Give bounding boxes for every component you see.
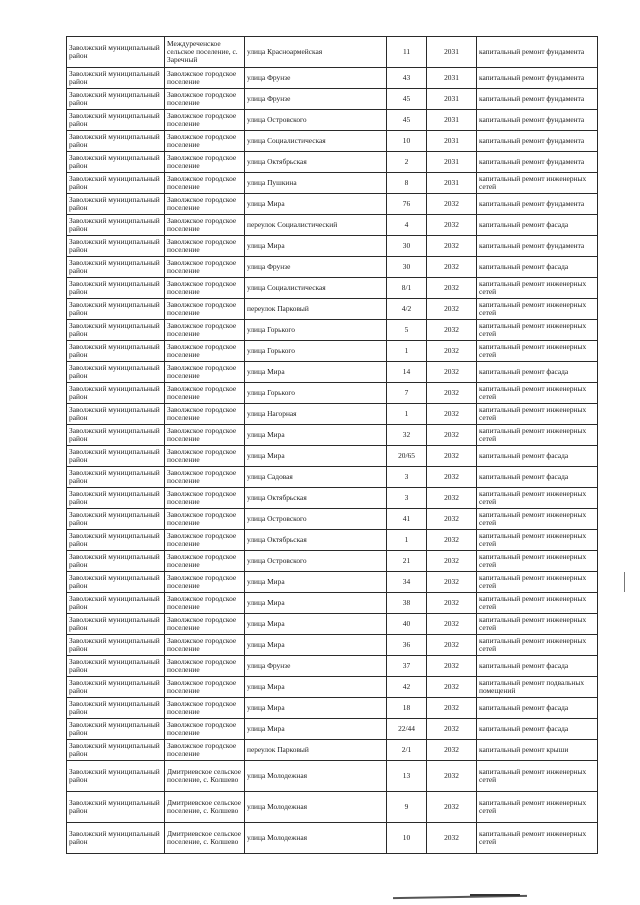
table-row: [67, 131, 598, 152]
cell-house-number: 7: [387, 383, 427, 404]
cell-work-type: капитальный ремонт инженерных сетей: [477, 614, 598, 635]
cell-year: 2032: [427, 299, 477, 320]
cell-house-number: 2/1: [387, 740, 427, 761]
cell-year: 2031: [427, 68, 477, 89]
cell-settlement: Междуреченское сельское поселение, с. Заречный: [165, 37, 245, 68]
table-row: [67, 299, 598, 320]
table-row: [67, 152, 598, 173]
table-row: [67, 719, 598, 740]
cell-house-number: 43: [387, 68, 427, 89]
cell-district: Заволжский муниципальный район: [67, 383, 165, 404]
table-row: [67, 530, 598, 551]
cell-work-type: капитальный ремонт инженерных сетей: [477, 341, 598, 362]
cell-settlement: Заволжское городское поселение: [165, 173, 245, 194]
cell-street: улица Фрунзе: [245, 257, 387, 278]
cell-settlement: Заволжское городское поселение: [165, 572, 245, 593]
cell-work-type: капитальный ремонт фундамента: [477, 68, 598, 89]
cell-work-type: капитальный ремонт инженерных сетей: [477, 593, 598, 614]
cell-house-number: 14: [387, 362, 427, 383]
cell-street: улица Мира: [245, 593, 387, 614]
table-row: [67, 467, 598, 488]
cell-year: 2032: [427, 320, 477, 341]
cell-district: Заволжский муниципальный район: [67, 792, 165, 823]
cell-settlement: Дмитриевское сельское поселение, с. Колшево: [165, 823, 245, 854]
cell-settlement: Заволжское городское поселение: [165, 152, 245, 173]
cell-year: 2031: [427, 110, 477, 131]
cell-settlement: Заволжское городское поселение: [165, 740, 245, 761]
table-row: [67, 425, 598, 446]
cell-house-number: 76: [387, 194, 427, 215]
cell-district: Заволжский муниципальный район: [67, 614, 165, 635]
cell-house-number: 45: [387, 89, 427, 110]
cell-work-type: капитальный ремонт инженерных сетей: [477, 509, 598, 530]
cell-street: улица Мира: [245, 362, 387, 383]
table-row: [67, 656, 598, 677]
cell-year: 2032: [427, 792, 477, 823]
cell-settlement: Заволжское городское поселение: [165, 593, 245, 614]
cell-work-type: капитальный ремонт инженерных сетей: [477, 278, 598, 299]
table-row: [67, 320, 598, 341]
cell-settlement: Заволжское городское поселение: [165, 404, 245, 425]
cell-district: Заволжский муниципальный район: [67, 823, 165, 854]
cell-street: улица Октябрьская: [245, 152, 387, 173]
cell-house-number: 3: [387, 467, 427, 488]
table-row: [67, 572, 598, 593]
cell-district: Заволжский муниципальный район: [67, 299, 165, 320]
cell-settlement: Заволжское городское поселение: [165, 89, 245, 110]
cell-year: 2032: [427, 719, 477, 740]
cell-district: Заволжский муниципальный район: [67, 173, 165, 194]
cell-work-type: капитальный ремонт инженерных сетей: [477, 635, 598, 656]
table-row: [67, 551, 598, 572]
cell-house-number: 42: [387, 677, 427, 698]
cell-house-number: 8: [387, 173, 427, 194]
cell-work-type: капитальный ремонт инженерных сетей: [477, 425, 598, 446]
cell-street: улица Фрунзе: [245, 656, 387, 677]
cell-year: 2032: [427, 614, 477, 635]
cell-street: улица Островского: [245, 551, 387, 572]
cell-district: Заволжский муниципальный район: [67, 719, 165, 740]
cell-street: улица Мира: [245, 677, 387, 698]
table-row: [67, 404, 598, 425]
table-row: [67, 89, 598, 110]
cell-street: улица Мира: [245, 425, 387, 446]
cell-house-number: 5: [387, 320, 427, 341]
cell-house-number: 2: [387, 152, 427, 173]
table-row: [67, 509, 598, 530]
cell-district: Заволжский муниципальный район: [67, 236, 165, 257]
cell-district: Заволжский муниципальный район: [67, 509, 165, 530]
housing-repair-table: [66, 36, 598, 854]
cell-district: Заволжский муниципальный район: [67, 152, 165, 173]
table-row: [67, 761, 598, 792]
cell-street: переулок Парковый: [245, 299, 387, 320]
cell-street: улица Мира: [245, 719, 387, 740]
cell-settlement: Заволжское городское поселение: [165, 677, 245, 698]
cell-street: улица Мира: [245, 236, 387, 257]
cell-settlement: Заволжское городское поселение: [165, 299, 245, 320]
cell-district: Заволжский муниципальный район: [67, 740, 165, 761]
cell-settlement: Заволжское городское поселение: [165, 488, 245, 509]
cell-settlement: Заволжское городское поселение: [165, 446, 245, 467]
scan-artifact-edge: [624, 572, 625, 592]
cell-year: 2032: [427, 488, 477, 509]
cell-work-type: капитальный ремонт фундамента: [477, 37, 598, 68]
cell-year: 2031: [427, 131, 477, 152]
table-row: [67, 362, 598, 383]
cell-house-number: 45: [387, 110, 427, 131]
cell-work-type: капитальный ремонт фасада: [477, 215, 598, 236]
cell-house-number: 3: [387, 488, 427, 509]
cell-year: 2032: [427, 551, 477, 572]
cell-house-number: 10: [387, 131, 427, 152]
table-row: [67, 257, 598, 278]
cell-street: улица Октябрьская: [245, 530, 387, 551]
cell-settlement: Заволжское городское поселение: [165, 236, 245, 257]
cell-work-type: капитальный ремонт инженерных сетей: [477, 572, 598, 593]
cell-work-type: капитальный ремонт фундамента: [477, 194, 598, 215]
cell-house-number: 34: [387, 572, 427, 593]
cell-year: 2032: [427, 341, 477, 362]
cell-work-type: капитальный ремонт инженерных сетей: [477, 488, 598, 509]
cell-street: улица Мира: [245, 614, 387, 635]
cell-settlement: Заволжское городское поселение: [165, 719, 245, 740]
cell-house-number: 9: [387, 792, 427, 823]
cell-year: 2031: [427, 152, 477, 173]
cell-year: 2031: [427, 173, 477, 194]
cell-work-type: капитальный ремонт инженерных сетей: [477, 823, 598, 854]
cell-street: улица Островского: [245, 509, 387, 530]
cell-work-type: капитальный ремонт инженерных сетей: [477, 173, 598, 194]
cell-year: 2032: [427, 215, 477, 236]
cell-house-number: 21: [387, 551, 427, 572]
cell-work-type: капитальный ремонт инженерных сетей: [477, 299, 598, 320]
cell-settlement: Заволжское городское поселение: [165, 68, 245, 89]
cell-year: 2032: [427, 467, 477, 488]
table-row: [67, 593, 598, 614]
cell-house-number: 1: [387, 341, 427, 362]
cell-house-number: 41: [387, 509, 427, 530]
cell-street: улица Красноармейская: [245, 37, 387, 68]
cell-district: Заволжский муниципальный район: [67, 635, 165, 656]
table-row: [67, 236, 598, 257]
cell-street: улица Мира: [245, 572, 387, 593]
cell-year: 2032: [427, 446, 477, 467]
cell-work-type: капитальный ремонт фасада: [477, 698, 598, 719]
cell-work-type: капитальный ремонт фасада: [477, 656, 598, 677]
cell-year: 2032: [427, 404, 477, 425]
cell-district: Заволжский муниципальный район: [67, 194, 165, 215]
table-body: [67, 37, 598, 854]
cell-street: улица Октябрьская: [245, 488, 387, 509]
cell-settlement: Дмитриевское сельское поселение, с. Колшево: [165, 761, 245, 792]
cell-district: Заволжский муниципальный район: [67, 215, 165, 236]
cell-house-number: 18: [387, 698, 427, 719]
scan-artifact-line: [470, 894, 520, 896]
cell-year: 2032: [427, 740, 477, 761]
cell-work-type: капитальный ремонт инженерных сетей: [477, 761, 598, 792]
cell-work-type: капитальный ремонт инженерных сетей: [477, 551, 598, 572]
cell-house-number: 37: [387, 656, 427, 677]
cell-settlement: Заволжское городское поселение: [165, 110, 245, 131]
table-row: [67, 68, 598, 89]
cell-year: 2032: [427, 635, 477, 656]
cell-street: улица Горького: [245, 341, 387, 362]
cell-street: улица Садовая: [245, 467, 387, 488]
cell-street: улица Фрунзе: [245, 68, 387, 89]
cell-street: улица Фрунзе: [245, 89, 387, 110]
cell-year: 2032: [427, 362, 477, 383]
cell-work-type: капитальный ремонт инженерных сетей: [477, 320, 598, 341]
cell-district: Заволжский муниципальный район: [67, 89, 165, 110]
cell-house-number: 30: [387, 236, 427, 257]
cell-settlement: Заволжское городское поселение: [165, 509, 245, 530]
cell-year: 2031: [427, 89, 477, 110]
cell-settlement: Заволжское городское поселение: [165, 341, 245, 362]
cell-house-number: 4: [387, 215, 427, 236]
table-row: [67, 698, 598, 719]
cell-district: Заволжский муниципальный район: [67, 257, 165, 278]
cell-house-number: 13: [387, 761, 427, 792]
table-row: [67, 37, 598, 68]
cell-settlement: Заволжское городское поселение: [165, 278, 245, 299]
cell-year: 2031: [427, 37, 477, 68]
cell-street: улица Горького: [245, 383, 387, 404]
cell-house-number: 32: [387, 425, 427, 446]
table-row: [67, 173, 598, 194]
cell-settlement: Дмитриевское сельское поселение, с. Колшево: [165, 792, 245, 823]
cell-work-type: капитальный ремонт инженерных сетей: [477, 530, 598, 551]
cell-year: 2032: [427, 425, 477, 446]
cell-settlement: Заволжское городское поселение: [165, 257, 245, 278]
cell-year: 2032: [427, 761, 477, 792]
cell-street: переулок Социалистический: [245, 215, 387, 236]
cell-work-type: капитальный ремонт инженерных сетей: [477, 404, 598, 425]
table-row: [67, 635, 598, 656]
table-row: [67, 110, 598, 131]
cell-district: Заволжский муниципальный район: [67, 530, 165, 551]
cell-year: 2032: [427, 383, 477, 404]
cell-settlement: Заволжское городское поселение: [165, 320, 245, 341]
cell-street: улица Социалистическая: [245, 131, 387, 152]
cell-work-type: капитальный ремонт фундамента: [477, 152, 598, 173]
cell-street: переулок Парковый: [245, 740, 387, 761]
cell-settlement: Заволжское городское поселение: [165, 614, 245, 635]
table-row: [67, 215, 598, 236]
cell-district: Заволжский муниципальный район: [67, 593, 165, 614]
cell-year: 2032: [427, 278, 477, 299]
cell-house-number: 1: [387, 404, 427, 425]
cell-street: улица Горького: [245, 320, 387, 341]
cell-street: улица Пушкина: [245, 173, 387, 194]
cell-street: улица Нагорная: [245, 404, 387, 425]
cell-work-type: капитальный ремонт инженерных сетей: [477, 792, 598, 823]
cell-house-number: 36: [387, 635, 427, 656]
cell-district: Заволжский муниципальный район: [67, 551, 165, 572]
cell-district: Заволжский муниципальный район: [67, 362, 165, 383]
cell-year: 2032: [427, 823, 477, 854]
cell-district: Заволжский муниципальный район: [67, 698, 165, 719]
cell-year: 2032: [427, 698, 477, 719]
cell-settlement: Заволжское городское поселение: [165, 362, 245, 383]
table-row: [67, 614, 598, 635]
cell-settlement: Заволжское городское поселение: [165, 551, 245, 572]
cell-work-type: капитальный ремонт фундамента: [477, 236, 598, 257]
cell-year: 2032: [427, 194, 477, 215]
cell-street: улица Социалистическая: [245, 278, 387, 299]
cell-district: Заволжский муниципальный район: [67, 278, 165, 299]
cell-year: 2032: [427, 530, 477, 551]
cell-street: улица Мира: [245, 698, 387, 719]
cell-settlement: Заволжское городское поселение: [165, 131, 245, 152]
cell-street: улица Молодежная: [245, 792, 387, 823]
cell-house-number: 11: [387, 37, 427, 68]
cell-year: 2032: [427, 677, 477, 698]
cell-district: Заволжский муниципальный район: [67, 110, 165, 131]
cell-settlement: Заволжское городское поселение: [165, 194, 245, 215]
cell-street: улица Молодежная: [245, 823, 387, 854]
cell-work-type: капитальный ремонт фасада: [477, 362, 598, 383]
cell-year: 2032: [427, 257, 477, 278]
cell-settlement: Заволжское городское поселение: [165, 425, 245, 446]
cell-year: 2032: [427, 572, 477, 593]
cell-year: 2032: [427, 656, 477, 677]
cell-house-number: 22/44: [387, 719, 427, 740]
cell-street: улица Мира: [245, 635, 387, 656]
table-row: [67, 823, 598, 854]
table-row: [67, 278, 598, 299]
cell-district: Заволжский муниципальный район: [67, 572, 165, 593]
cell-district: Заволжский муниципальный район: [67, 446, 165, 467]
cell-district: Заволжский муниципальный район: [67, 68, 165, 89]
table-row: [67, 792, 598, 823]
table-row: [67, 194, 598, 215]
cell-district: Заволжский муниципальный район: [67, 761, 165, 792]
cell-settlement: Заволжское городское поселение: [165, 698, 245, 719]
table-row: [67, 341, 598, 362]
cell-house-number: 20/65: [387, 446, 427, 467]
cell-district: Заволжский муниципальный район: [67, 341, 165, 362]
cell-work-type: капитальный ремонт фасада: [477, 719, 598, 740]
cell-street: улица Островского: [245, 110, 387, 131]
cell-district: Заволжский муниципальный район: [67, 320, 165, 341]
cell-year: 2032: [427, 236, 477, 257]
cell-district: Заволжский муниципальный район: [67, 37, 165, 68]
cell-work-type: капитальный ремонт фундамента: [477, 110, 598, 131]
cell-work-type: капитальный ремонт инженерных сетей: [477, 383, 598, 404]
cell-work-type: капитальный ремонт фасада: [477, 446, 598, 467]
cell-year: 2032: [427, 509, 477, 530]
cell-work-type: капитальный ремонт фасада: [477, 467, 598, 488]
cell-work-type: капитальный ремонт фасада: [477, 257, 598, 278]
cell-house-number: 1: [387, 530, 427, 551]
cell-district: Заволжский муниципальный район: [67, 131, 165, 152]
cell-street: улица Молодежная: [245, 761, 387, 792]
cell-house-number: 10: [387, 823, 427, 854]
cell-street: улица Мира: [245, 194, 387, 215]
cell-district: Заволжский муниципальный район: [67, 425, 165, 446]
cell-settlement: Заволжское городское поселение: [165, 656, 245, 677]
cell-year: 2032: [427, 593, 477, 614]
cell-settlement: Заволжское городское поселение: [165, 635, 245, 656]
cell-street: улица Мира: [245, 446, 387, 467]
table-row: [67, 740, 598, 761]
cell-house-number: 30: [387, 257, 427, 278]
table-row: [67, 677, 598, 698]
cell-settlement: Заволжское городское поселение: [165, 215, 245, 236]
table-row: [67, 488, 598, 509]
cell-settlement: Заволжское городское поселение: [165, 530, 245, 551]
cell-work-type: капитальный ремонт крыши: [477, 740, 598, 761]
cell-house-number: 8/1: [387, 278, 427, 299]
table-row: [67, 383, 598, 404]
cell-house-number: 38: [387, 593, 427, 614]
cell-district: Заволжский муниципальный район: [67, 467, 165, 488]
cell-work-type: капитальный ремонт фундамента: [477, 89, 598, 110]
cell-district: Заволжский муниципальный район: [67, 677, 165, 698]
cell-settlement: Заволжское городское поселение: [165, 467, 245, 488]
cell-work-type: капитальный ремонт фундамента: [477, 131, 598, 152]
cell-district: Заволжский муниципальный район: [67, 656, 165, 677]
cell-settlement: Заволжское городское поселение: [165, 383, 245, 404]
cell-work-type: капитальный ремонт подвальных помещений: [477, 677, 598, 698]
cell-district: Заволжский муниципальный район: [67, 488, 165, 509]
table-row: [67, 446, 598, 467]
cell-house-number: 40: [387, 614, 427, 635]
cell-house-number: 4/2: [387, 299, 427, 320]
cell-district: Заволжский муниципальный район: [67, 404, 165, 425]
